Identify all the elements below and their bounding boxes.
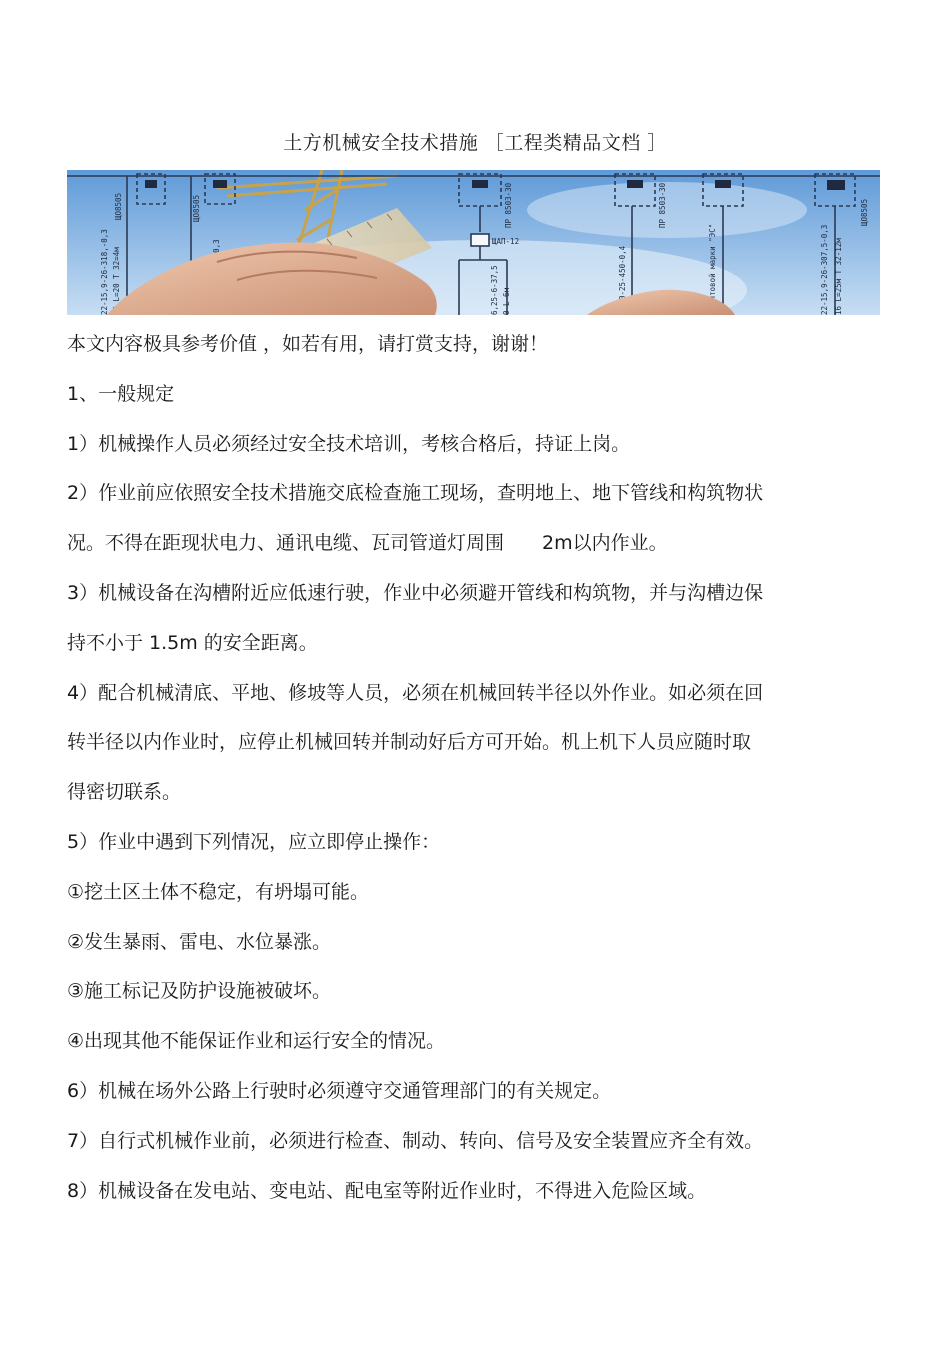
text-line: 6）机械在场外公路上行驶时必须遵守交通管理部门的有关规定。 — [67, 1079, 612, 1102]
banner-label: 0 L-6м — [502, 287, 511, 315]
banner-label: ЩАП-12 — [492, 237, 520, 246]
document-title: 土方机械安全技术措施 ［工程类精品文档 ］ — [283, 132, 667, 154]
text-line: 8）机械设备在发电站、变电站、配电室等附近作业时，不得进入危险区域。 — [67, 1179, 707, 1202]
text-line: 1）机械操作人员必须经过安全技术培训，考核合格后，持证上岗。 — [67, 432, 631, 455]
text-line: 得密切联系。 — [67, 781, 182, 804]
banner-image — [67, 170, 880, 315]
banner-label: ЩО8505 — [192, 194, 201, 222]
text-line: 7）自行式机械作业前，必须进行检查、制动、转向、信号及安全装置应齐全有效。 — [67, 1129, 764, 1152]
text-line: ③施工标记及防护设施被破坏。 — [67, 980, 332, 1003]
banner-label: 0-25-450-0,4 — [618, 245, 627, 300]
banner-label: ПР 8503-30 — [658, 182, 667, 228]
text-line: ①挖土区土体不稳定，有坍塌可能。 — [67, 880, 370, 903]
banner-label: 22-15,9-26-307,5-0,3 — [820, 224, 829, 315]
notice-line: 本文内容极具参考价值 ，如若有用，请打赏支持，谢谢！ — [67, 333, 549, 355]
text-line: 5）作业中遇到下列情况，应立即停止操作： — [67, 830, 441, 853]
banner-label: 6,25-6-37,5 — [490, 265, 499, 315]
text-line: 2）作业前应依照安全技术措施交底检查施工现场，查明地上、地下管线和构筑物状 — [67, 482, 764, 505]
text-line: 4）配合机械清底、平地、修坡等人员，必须在机械回转半径以外作业。如必须在回 — [67, 681, 764, 704]
banner-label: 22-15,9-26-318,-0,3 — [100, 229, 109, 315]
banner-label: 16 L=20 T 32=4м — [112, 247, 121, 315]
text-line: ②发生暴雨、雷电、水位暴涨。 — [67, 930, 332, 953]
banner-label: 16 L=25м T 32-12м — [834, 238, 843, 315]
text-line: ④出现其他不能保证作业和运行安全的情况。 — [67, 1030, 446, 1053]
text-line: 持不小于 1.5m 的安全距离。 — [67, 631, 318, 654]
text-line: 况。不得在距现状电力、通讯电缆、瓦司管道灯周围 2m以内作业。 — [67, 532, 668, 555]
text-line: 转半径以内作业时，应停止机械回转并制动好后方可开始。机上机下人员应随时取 — [67, 731, 752, 754]
text-line: 1、一般规定 — [67, 382, 175, 405]
banner-label: щитовой марки "ЭС" — [708, 223, 717, 305]
banner-label: ЩО8505 — [860, 198, 869, 226]
banner-label: ЩО8505 — [114, 192, 123, 220]
banner-label: ПР 8503-30 — [504, 182, 513, 228]
document-body — [67, 320, 847, 1216]
text-line: 3）机械设备在沟槽附近应低速行驶，作业中必须避开管线和构筑物，并与沟槽边保 — [67, 581, 764, 604]
